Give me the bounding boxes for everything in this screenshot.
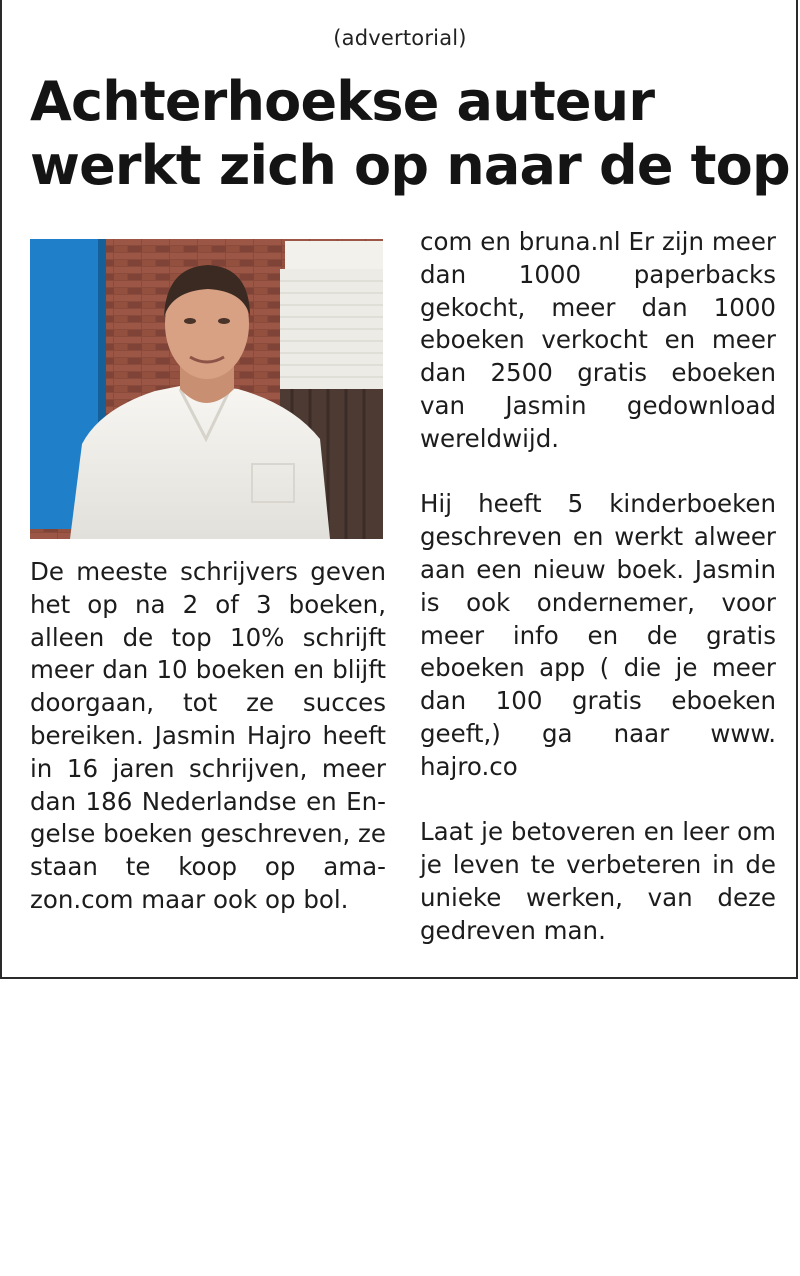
- headline: [30, 70, 790, 198]
- body-paragraph-4: Laat je betoveren en leer om je leven te verbeteren in de unieke werken, van deze gedreven man.: [420, 817, 776, 945]
- headline-line-1: Achterhoekse auteur: [30, 70, 655, 133]
- body-paragraph-1: De meeste schrijvers geven het op na 2 of 3 boeken, alleen de top 10% schrijft meer dan 10 boeken en blijft doorgaan, tot ze succes bereiken. Jasmin Hajro heeft in 16 jaren schrijven, meer dan 186 Nederlandse en Engelse boeken geschreven, ze staan te koop op amazon.com maar ook op bol.: [30, 557, 386, 914]
- portrait-photo-icon: [30, 239, 383, 539]
- left-column: [30, 556, 386, 917]
- advertorial-label: (advertorial): [333, 26, 467, 50]
- body-paragraph-3: Hij heeft 5 kinderboeken geschreven en werkt alweer aan een nieuw boek. Jasmin is ook ondernemer, voor meer info en de gratis eboeken app ( die je meer dan 100 gratis eboeken geeft,) ga naar www. hajro.co: [420, 489, 776, 781]
- right-column: [420, 226, 776, 948]
- author-photo: [30, 239, 383, 539]
- headline-line-2: werkt zich op naar de top: [30, 134, 790, 197]
- body-paragraph-2: com en bruna.nl Er zijn meer dan 1000 paperbacks gekocht, meer dan 1000 eboeken verkocht en meer dan 2500 gratis eboeken van Jasmin gedownload wereldwijd.: [420, 227, 776, 453]
